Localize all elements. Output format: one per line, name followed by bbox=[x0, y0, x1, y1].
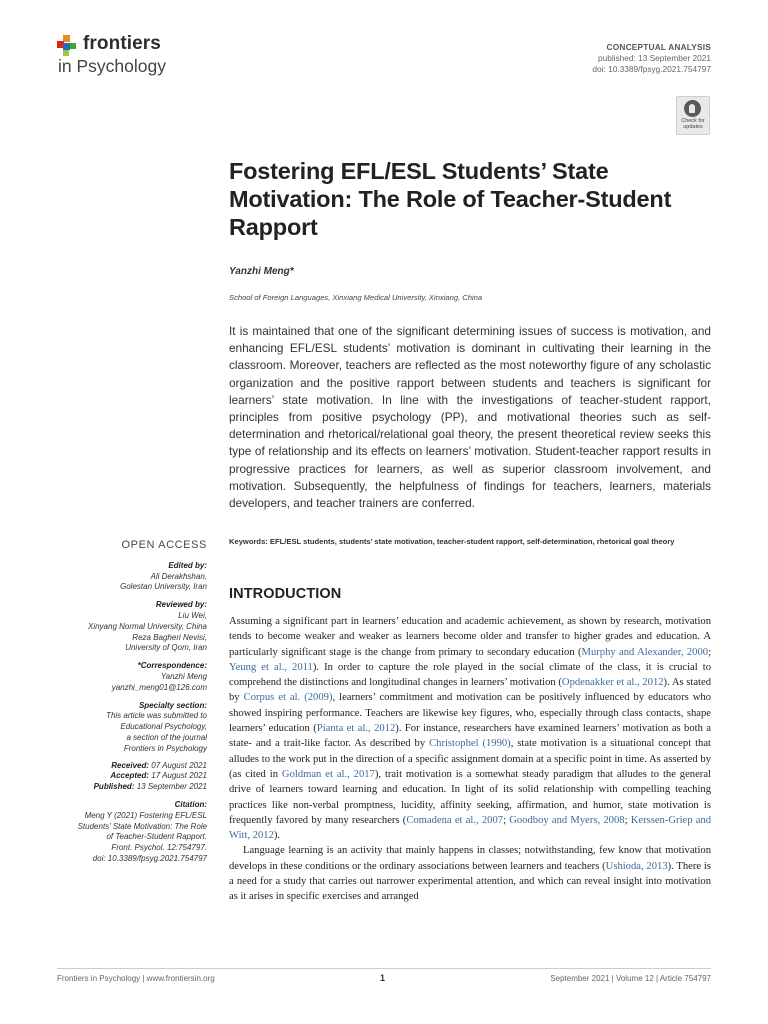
editor-name[interactable]: Ali Derakhshan, bbox=[150, 571, 207, 581]
article-sidebar bbox=[57, 540, 207, 865]
published-date: published: 13 September 2021 bbox=[597, 53, 711, 63]
article-body bbox=[229, 614, 711, 905]
reviewed-by-label: Reviewed by: bbox=[155, 600, 207, 610]
author-affiliation: School of Foreign Languages, Xinxiang Medical University, Xinxiang, China bbox=[229, 293, 483, 302]
citation-link[interactable]: Opdenakker et al., 2012 bbox=[561, 677, 664, 689]
keywords: Keywords: EFL/ESL students, students’ state motivation, teacher-student rapport, self-determination, rhetorical goal theory bbox=[229, 537, 675, 546]
correspondence-name: Yanzhi Meng bbox=[160, 671, 207, 681]
citation-link[interactable]: Christophel (1990) bbox=[429, 738, 511, 750]
body-paragraph: Assuming a significant part in learners’ education and academic achievement, as shown by research, motivation tends to become weaker and weaker as learners become older and transfer to higher grades and education. A particularly significant stage is the change from primary to secondary education (Murphy and Alexander, 2000; Yeung et al., 2011). In order to capture the role played in the social climate of the class, it is crucial to comprehend the distinctions and longitudinal changes in learners’ motivation (Opdenakker et al., 2012). As stated by Corpus et al. (2009), learners’ commitment and motivation can be positively influenced by educators who showed inspiring performance. Teachers are likewise key figures, who, especially through class contacts, shape learners’ education (Pianta et al., 2012). For instance, researchers have examined learners’ motivation as both a state- and a trait-like factor. As described by Christophel (1990), state motivation is a situational concept that alludes to the work put in the direction of a specific assignment domain at a specific point in time. As asserted by (as cited in Goldman et al., 2017), trait motivation is a somewhat steady paradigm that alludes to the general drive of learners toward learning and education. In light of its solid relationship with compelling teaching practices like non-verbal promptness, lucidity, affinity seeking, affirmation, and humor, state motivation is frequently favored by many researchers (Comadena et al., 2007; Goodboy and Myers, 2008; Kerssen-Griep and Witt, 2012). bbox=[229, 616, 712, 842]
citation-line: of Teacher-Student Rapport. bbox=[106, 832, 207, 842]
journal-logo[interactable] bbox=[57, 31, 217, 83]
correspondence-email[interactable]: yanzhi_meng01@126.com bbox=[111, 682, 207, 692]
reviewer-affiliation: Xinyang Normal University, China bbox=[87, 621, 207, 631]
reviewer-affiliation: University of Qom, Iran bbox=[125, 643, 207, 653]
citation-line: Meng Y (2021) Fostering EFL/ESL bbox=[84, 810, 207, 820]
footer-issue-info: September 2021 | Volume 12 | Article 754797 bbox=[550, 974, 711, 983]
reviewer-name[interactable]: Reza Bagheri Nevisi, bbox=[132, 632, 207, 642]
logo-journal-name: in Psychology bbox=[58, 56, 166, 76]
open-access-label: OPEN ACCESS bbox=[121, 539, 207, 551]
edited-by-label: Edited by: bbox=[168, 560, 207, 570]
article-header-info bbox=[592, 42, 711, 75]
correspondence-label: *Correspondence: bbox=[137, 661, 207, 671]
received-date: Received: 07 August 2021 bbox=[111, 760, 207, 770]
specialty-section-label: Specialty section: bbox=[138, 700, 207, 710]
article-title: Fostering EFL/ESL Students’ State Motivation: The Role of Teacher-Student Rapport bbox=[229, 158, 672, 240]
citation-line: Front. Psychol. 12:754797. bbox=[111, 843, 207, 853]
footer-journal-link[interactable]: Frontiers in Psychology | www.frontiersin.org bbox=[57, 974, 215, 983]
reviewer-name[interactable]: Liu Wei, bbox=[178, 610, 207, 620]
citation-link[interactable]: Pianta et al., 2012 bbox=[316, 723, 396, 735]
citation-link[interactable]: Comadena et al., 2007 bbox=[406, 814, 504, 826]
citation-link[interactable]: Yeung et al., 2011 bbox=[229, 661, 313, 673]
citation-link[interactable]: Goodboy and Myers, 2008 bbox=[509, 814, 625, 826]
footer-divider bbox=[57, 968, 711, 969]
specialty-line: This article was submitted to bbox=[106, 711, 207, 721]
citation-link[interactable]: Ushioda, 2013 bbox=[605, 860, 668, 872]
section-heading: INTRODUCTION bbox=[229, 586, 342, 602]
citation-link[interactable]: Corpus et al. (2009) bbox=[243, 692, 333, 704]
citation-doi[interactable]: doi: 10.3389/fpsyg.2021.754797 bbox=[92, 853, 207, 863]
accepted-date: Accepted: 17 August 2021 bbox=[110, 771, 207, 781]
published-date-sidebar: Published: 13 September 2021 bbox=[93, 782, 207, 792]
badge-label: Check for updates bbox=[681, 118, 705, 130]
body-paragraph: Language learning is an activity that mainly happens in classes; notwithstanding, few know that motivation develops in these conditions or the ordinary associations between learners and teachers (Ushioda, 2013). There is a need for a study that carries out narrower experimental attention, and which can reveal insight into motivation as it arises in specific exercises and arranged bbox=[229, 845, 711, 903]
citation-label: Citation: bbox=[174, 799, 207, 809]
citation-line: Students’ State Motivation: The Role bbox=[77, 821, 207, 831]
page-number: 1 bbox=[380, 973, 386, 983]
frontiers-logo-icon bbox=[57, 35, 77, 57]
abstract: It is maintained that one of the significant determining issues of success is motivation, and enhancing EFL/ESL students’ motivation is dominant in cultivating their learning in the classroom. Moreover, teachers are reflected as the most noteworthy figure of any scholastic organization and the positive rapport between students and teachers is significant for learners’ state motivation. In line with the investigations of teacher-student rapport, principles from positive psychology (PP), and motivational theories such as self-determination and rhetorical/relational goal theory, the present theoretical review seeks this type of relationship and its effects on learners’ motivation. Student-teacher rapport results in progressive practices for learners, as well as superior classroom involvement, and motivation. Subsequently, the helpfulness of findings for teachers, learners, materials developers, and teacher trainers are conferred. bbox=[229, 324, 711, 511]
citation-link[interactable]: Kerssen-Griep and Witt, 2012 bbox=[229, 814, 712, 842]
citation-link[interactable]: Murphy and Alexander, 2000 bbox=[581, 646, 709, 658]
article-doi[interactable]: doi: 10.3389/fpsyg.2021.754797 bbox=[592, 64, 711, 74]
check-for-updates-badge[interactable] bbox=[676, 96, 710, 135]
specialty-line: Frontiers in Psychology bbox=[123, 743, 207, 753]
article-type: CONCEPTUAL ANALYSIS bbox=[606, 42, 711, 52]
bookmark-icon bbox=[684, 100, 701, 117]
citation-link[interactable]: Goldman et al., 2017 bbox=[281, 768, 375, 780]
logo-wordmark: frontiers bbox=[83, 33, 161, 54]
author-name[interactable]: Yanzhi Meng* bbox=[229, 266, 294, 277]
specialty-line: Educational Psychology, bbox=[120, 722, 207, 732]
editor-affiliation: Golestan University, Iran bbox=[120, 582, 207, 592]
specialty-line: a section of the journal bbox=[126, 732, 207, 742]
